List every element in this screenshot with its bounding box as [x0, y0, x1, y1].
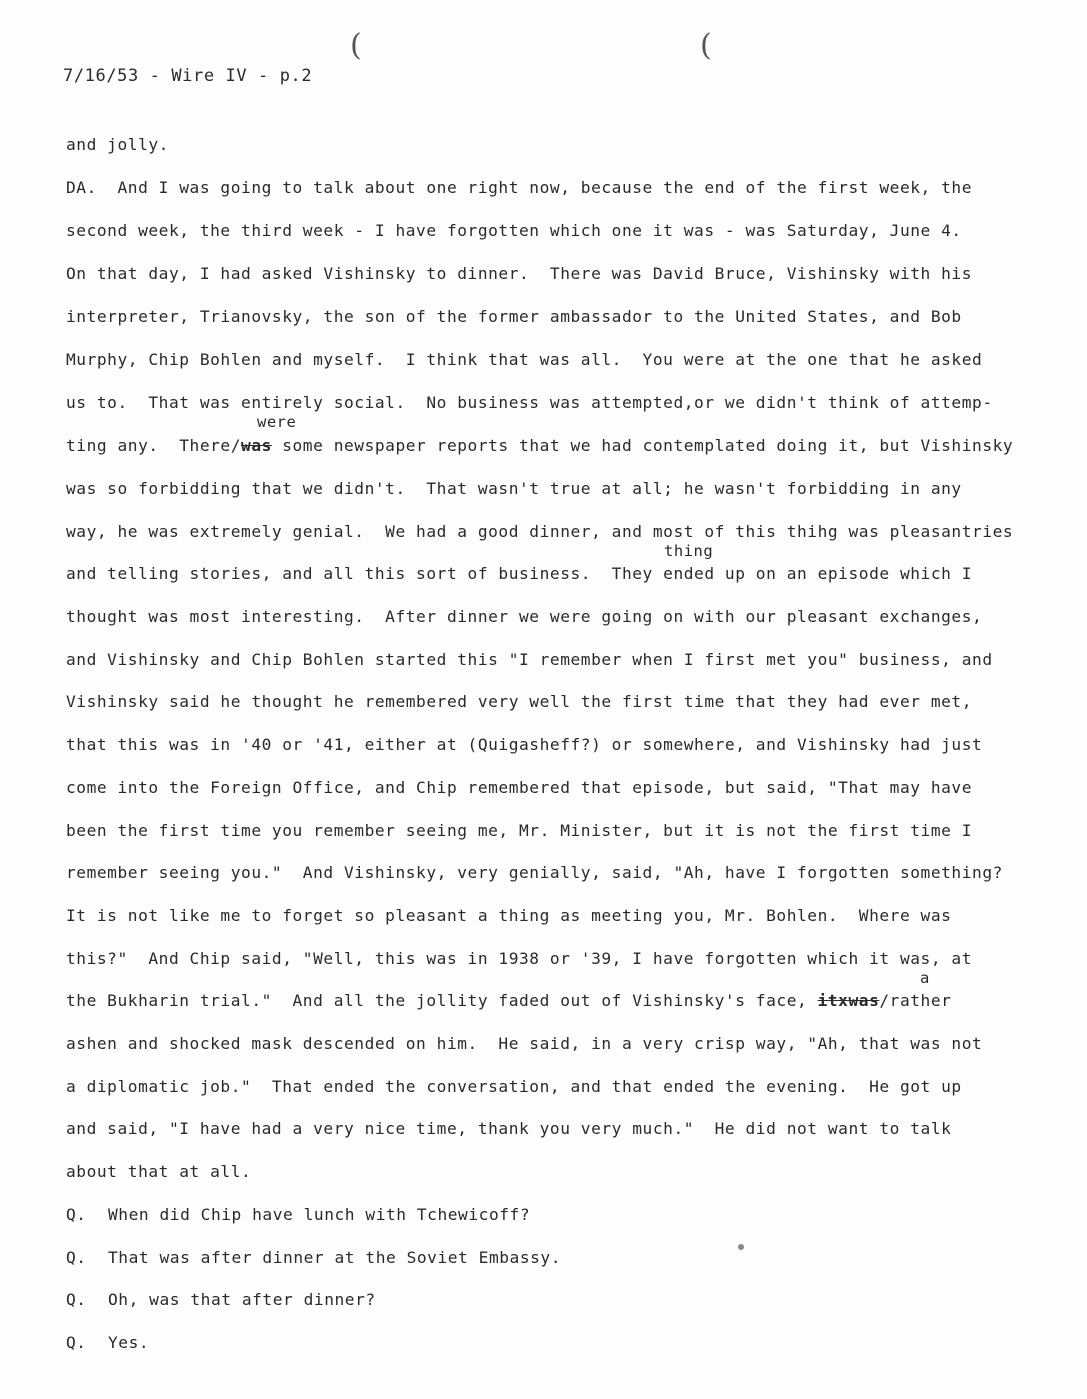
handwritten-insertion-a: a: [920, 969, 930, 987]
qa-text: Oh, was that after dinner?: [108, 1290, 376, 1309]
text-line-corrected: [66, 991, 951, 1011]
qa-speaker: Q.: [66, 1205, 87, 1224]
handwritten-insertion-were: were: [257, 413, 297, 431]
text-line: It is not like me to forget so pleasant a thing as meeting you, Mr. Bohlen. Where was: [66, 906, 952, 925]
ink-spot: [738, 1244, 744, 1250]
text-line: us to. That was entirely social. No business was attempted,or we didn't think of attemp-: [66, 393, 993, 412]
struck-text: itxwas: [817, 991, 880, 1010]
text-line: and jolly.: [66, 135, 169, 154]
text-line: Murphy, Chip Bohlen and myself. I think that was all. You were at the one that he asked: [66, 350, 983, 369]
scan-mark-right: (: [700, 28, 712, 63]
text-segment: ting any. There/: [66, 436, 242, 455]
struck-text: was: [241, 436, 272, 455]
text-line: interpreter, Trianovsky, the son of the former ambassador to the United States, and Bob: [66, 307, 962, 326]
text-line: remember seeing you." And Vishinsky, very genially, said, "Ah, have I forgotten something?: [66, 863, 1003, 882]
text-line: DA. And I was going to talk about one right now, because the end of the first week, the: [66, 178, 973, 197]
text-segment: some newspaper reports that we had contemplated doing it, but Vishinsky: [271, 436, 1014, 455]
text-line: way, he was extremely genial. We had a good dinner, and most of this thihg was pleasantries: [66, 522, 1014, 541]
text-line: was so forbidding that we didn't. That wasn't true at all; he wasn't forbidding in any: [66, 479, 962, 498]
page-header: 7/16/53 - Wire IV - p.2: [63, 66, 313, 86]
qa-speaker: Q.: [66, 1248, 87, 1267]
text-line: second week, the third week - I have forgotten which one it was - was Saturday, June 4.: [66, 221, 962, 240]
text-segment: /rather: [879, 991, 952, 1010]
text-line: a diplomatic job." That ended the conversation, and that ended the evening. He got up: [66, 1077, 962, 1096]
text-line: about that at all.: [66, 1162, 252, 1181]
text-line: and telling stories, and all this sort of business. They ended up on an episode which I: [66, 564, 973, 583]
qa-line: [66, 1333, 149, 1353]
qa-text: When did Chip have lunch with Tchewicoff?: [108, 1205, 531, 1224]
text-line: this?" And Chip said, "Well, this was in 1938 or '39, I have forgotten which it was, at: [66, 949, 973, 968]
qa-line: [66, 1248, 561, 1268]
text-line: On that day, I had asked Vishinsky to dinner. There was David Bruce, Vishinsky with his: [66, 264, 973, 283]
qa-speaker: Q.: [66, 1290, 87, 1309]
text-segment: the Bukharin trial." And all the jollity faded out of Vishinsky's face,: [66, 991, 818, 1010]
qa-speaker: Q.: [66, 1333, 87, 1352]
text-line: and said, "I have had a very nice time, thank you very much." He did not want to talk: [66, 1119, 952, 1138]
text-line: and Vishinsky and Chip Bohlen started this "I remember when I first met you" business, and: [66, 650, 993, 669]
qa-text: Yes.: [108, 1333, 150, 1352]
text-line: that this was in '40 or '41, either at (Quigasheff?) or somewhere, and Vishinsky had just: [66, 735, 983, 754]
text-line: come into the Foreign Office, and Chip remembered that episode, but said, "That may have: [66, 778, 973, 797]
handwritten-insertion-thing: thing: [664, 542, 714, 560]
qa-line: [66, 1290, 376, 1310]
text-line-corrected: [66, 436, 1013, 456]
text-line: ashen and shocked mask descended on him. He said, in a very crisp way, "Ah, that was not: [66, 1034, 983, 1053]
scan-mark-left: (: [350, 28, 362, 63]
qa-line: [66, 1205, 530, 1225]
text-line: Vishinsky said he thought he remembered very well the first time that they had ever met,: [66, 692, 973, 711]
qa-text: That was after dinner at the Soviet Embassy.: [108, 1248, 562, 1267]
text-line: thought was most interesting. After dinner we were going on with our pleasant exchanges,: [66, 607, 983, 626]
text-line: been the first time you remember seeing me, Mr. Minister, but it is not the first time I: [66, 821, 973, 840]
